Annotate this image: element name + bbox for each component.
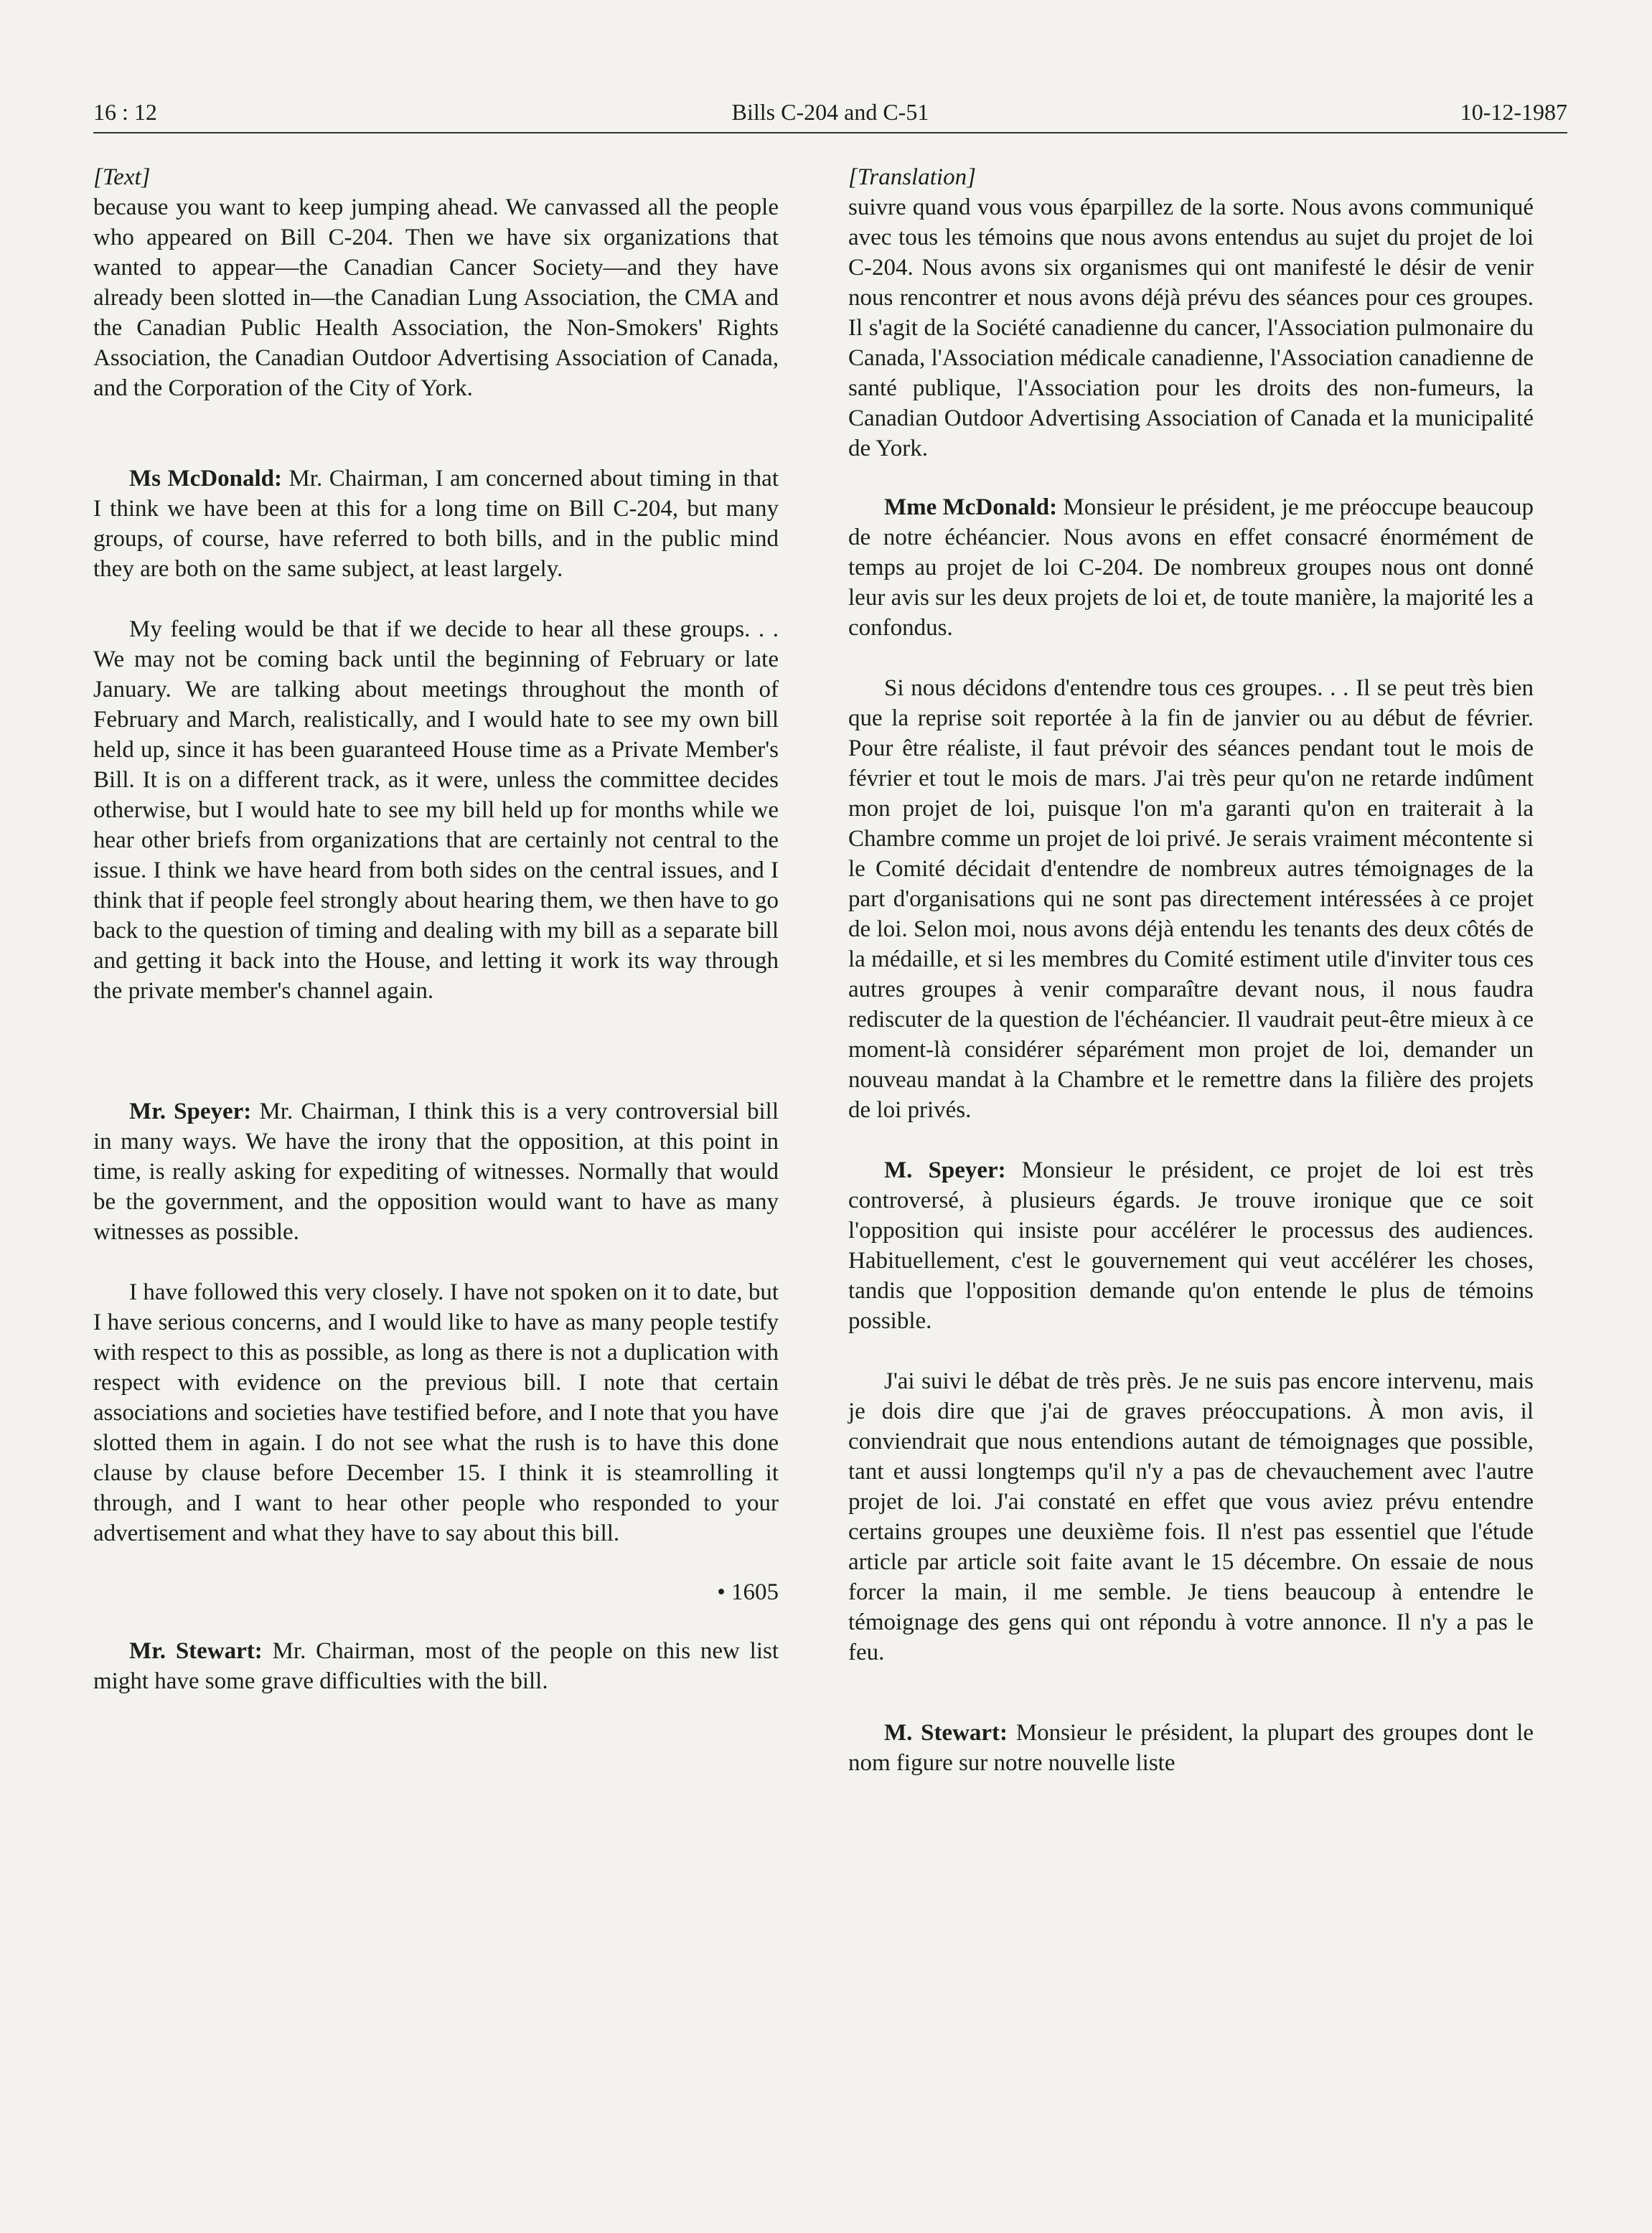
paragraph: My feeling would be that if we decide to hear all these groups. . . We may not be coming back until the beginning of February or late January. We are talking about meetings throughout the month of February and March, realistically, and I would hate to see my own bill held up, since it has been guaranteed House time as a Private Member's Bill. It is on a different track, as it were, unless the committee decides otherwise, but I would hate to see my bill held up for months while we hear other briefs from organizations that are certainly not central to the issue. I think we have heard from both sides on the central issues, and I think that if people feel strongly about hearing them, we then have to go back to the question of timing and dealing with my bill as a separate bill and getting it back into the House, and letting it work its way through the private member's channel again. [93, 616, 779, 1004]
speaker-name: Ms McDonald: [129, 466, 282, 492]
paragraph: suivre quand vous vous éparpillez de la sorte. Nous avons communiqué avec tous les témoins que nous avons entendus au sujet du projet de loi C-204. Nous avons six organismes qui ont manifesté le désir de venir nous rencontrer et nous avons déjà prévu des séances pour ces groupes. Il s'agit de la Société canadienne du cancer, l'Association pulmonaire du Canada, l'Association médicale canadienne, l'Association canadienne de santé publique, l'Association pour les droits des non-fumeurs, la Canadian Outdoor Advertising Association of Canada et la municipalité de York. [848, 194, 1534, 461]
speech-paragraph [93, 1636, 779, 1696]
paragraph: J'ai suivi le débat de très près. Je ne suis pas encore intervenu, mais je dois dire que j'ai de graves préoccupations. À mon avis, il conviendrait que nous entendions autant de témoignages que possible, tant et aussi longtemps qu'il n'y a pas de chevauchement avec l'autre projet de loi. J'ai constaté en effet que vous aviez prévu entendre certains groupes une deuxième fois. Il n'est pas essentiel que l'étude article par article soit faite avant le 15 décembre. On essaie de nous forcer la main, il me semble. Je tiens beaucoup à entendre le témoignage des gens qui ont répondu à votre annonce. Il n'y a pas le feu. [848, 1368, 1534, 1665]
paragraph: Si nous décidons d'entendre tous ces groupes. . . Il se peut très bien que la reprise soit reportée à la fin de janvier ou au début de février. Pour être réaliste, il faut prévoir des séances pendant tout le mois de février et tout le mois de mars. J'ai très peur qu'on ne retarde indûment mon projet de loi, puisque l'on m'a garanti qu'on en traiterait à la Chambre comme un projet de loi privé. Je serais vraiment mécontente si le Comité décidait d'entendre de nombreux autres témoignages de la part d'organisations qui ne sont pas directement intéressées à ce projet de loi. Selon moi, nous avons déjà entendu les tenants des deux côtés de la médaille, et si les membres du Comité estiment utile d'inviter tous ces autres groupes à venir comparaître devant nous, il nous faudra rediscuter de la question de l'échéancier. Il vaudrait peut-être mieux à ce moment-là considérer séparément mon projet de loi, demander un nouveau mandat à la Chambre et le remettre dans la filière des projets de loi privés. [848, 675, 1534, 1123]
speech-paragraph [848, 1718, 1534, 1778]
french-column [848, 162, 1534, 1778]
speech-paragraph [848, 492, 1534, 643]
speech-text: Monsieur le président, je me préoccupe beaucoup de notre échéancier. Nous avons en effet consacré énormément de temps au projet de loi C-204. De nombreux groupes nous ont donné leur avis sur les deux projets de loi et, de toute manière, la majorité les a confondus. [848, 494, 1534, 641]
speech-paragraph [93, 464, 779, 584]
timestamp: • 1605 [717, 1579, 779, 1605]
speech-paragraph [93, 1096, 779, 1247]
paragraph: I have followed this very closely. I have not spoken on it to date, but I have serious concerns, and I would like to have as many people testify with respect to this as possible, as long as there is not a duplication with respect with evidence on the previous bill. I note that certain associations and societies have testified before, and I note that you have slotted them in again. I do not see what the rush is to have this done clause by clause before December 15. I think it is steamrolling it through, and I want to hear other people who responded to your advertisement and what they have to say about this bill. [93, 1279, 779, 1546]
speech-text: Mr. Chairman, I think this is a very controversial bill in many ways. We have the irony that the opposition, at this point in time, is really asking for expediting of witnesses. Normally that would be the government, and the opposition would want to have as many witnesses as possible. [93, 1099, 779, 1245]
speaker-name: M. Stewart: [884, 1720, 1008, 1746]
speaker-name: Mr. Speyer: [129, 1099, 252, 1124]
speech-text: Mr. Chairman, I am concerned about timing in that I think we have been at this for a long time on Bill C-204, but many groups, of course, have referred to both bills, and in the public mind they are both on the same subject, at least largely. [93, 466, 779, 582]
speaker-name: M. Speyer: [884, 1157, 1006, 1183]
speech-text: Monsieur le président, ce projet de loi est très controversé, à plusieurs égards. Je trouve ironique que ce soit l'opposition qui insiste pour accélérer le processus des audiences. Habituellement, c'est le gouvernement qui veut accélérer les choses, tandis que l'opposition demande qu'on entende le plus de témoins possible. [848, 1157, 1534, 1334]
speaker-name: Mme McDonald: [884, 494, 1058, 520]
page-header [93, 96, 1567, 133]
speech-text: Monsieur le président, la plupart des groupes dont le nom figure sur notre nouvelle liste [848, 1720, 1534, 1776]
column-label: [Translation] [848, 164, 976, 190]
speaker-name: Mr. Stewart: [129, 1638, 263, 1664]
speech-paragraph [848, 1155, 1534, 1336]
english-column [93, 162, 779, 1696]
running-title: Bills C-204 and C-51 [731, 99, 929, 125]
page-number: 16 : 12 [93, 99, 157, 125]
paragraph: because you want to keep jumping ahead. We canvassed all the people who appeared on Bill C-204. Then we have six organizations that wanted to appear—the Canadian Cancer Society—and they have already been slotted in—the Canadian Lung Association, the CMA and the Canadian Public Health Association, the Non-Smokers' Rights Association, the Canadian Outdoor Advertising Association of Canada, and the Corporation of the City of York. [93, 194, 779, 401]
page-date: 10-12-1987 [1460, 99, 1567, 125]
column-label: [Text] [93, 164, 151, 190]
speech-text: Mr. Chairman, most of the people on this new list might have some grave difficulties with the bill. [93, 1638, 779, 1694]
